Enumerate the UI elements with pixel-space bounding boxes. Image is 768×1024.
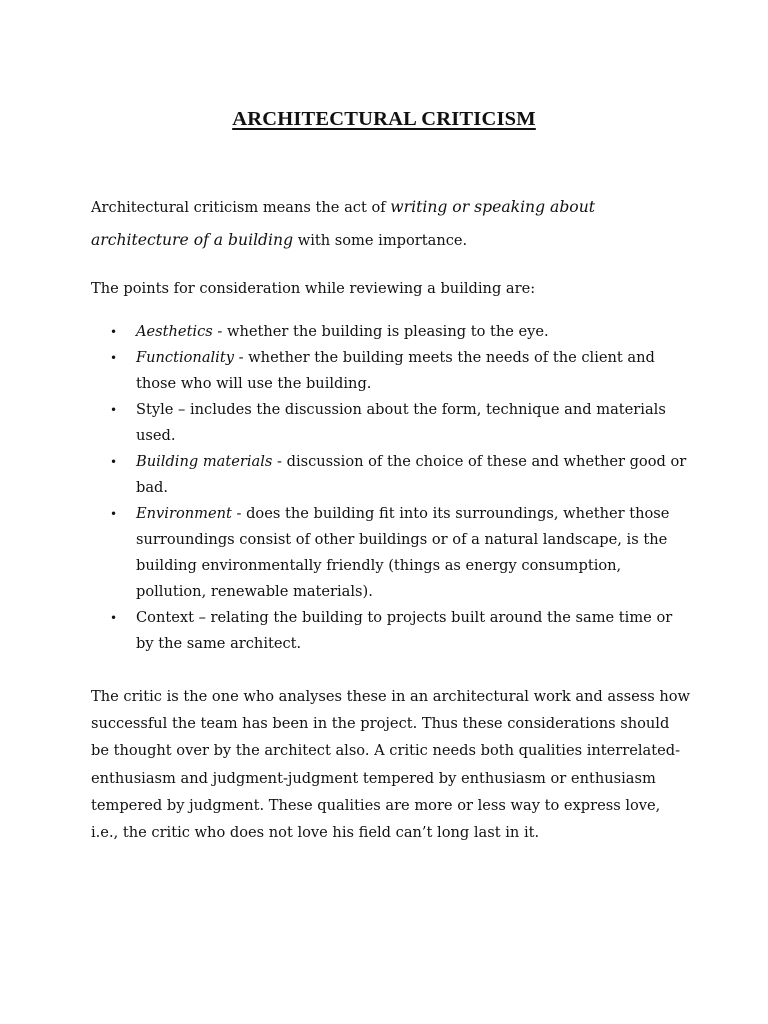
point-text: - does the building fit into its surroundings, whether those surroundings consist of other buildings or of a natural landscape, is the building environmentally friendly (things as energy consumption, pollution, renewable materials).	[136, 505, 670, 600]
intro-emphasis: writing or speaking about architecture of a building	[91, 198, 596, 249]
point-text: - whether the building meets the needs of the client and those who will use the building.	[136, 349, 655, 392]
list-item	[91, 605, 691, 657]
point-text: - whether the building is pleasing to the eye.	[212, 323, 549, 340]
point-text: Style – includes the discussion about the form, technique and materials used.	[136, 401, 666, 444]
point-term: Environment	[136, 505, 232, 522]
intro-paragraph	[91, 191, 691, 257]
point-term: Aesthetics	[136, 323, 213, 340]
list-item	[91, 345, 691, 397]
point-text: Context – relating the building to projects built around the same time or by the same architect.	[136, 609, 673, 652]
document-title: ARCHITECTURAL CRITICISM	[232, 108, 536, 130]
list-item	[91, 397, 691, 449]
list-item	[91, 319, 691, 345]
point-term: Building materials	[136, 453, 273, 470]
list-item	[91, 501, 691, 605]
closing-paragraph: The critic is the one who analyses these in an architectural work and assess how successful the team has been in the project. Thus these considerations should be thought over by the architect also. A critic needs both qualities interrelated- enthusiasm and judgment-judgment tempered by enthusiasm or enthusiasm tempered by judgment. These qualities are more or less way to express love, i.e., the critic who does not love his field can’t long last in it.	[91, 688, 691, 842]
point-term: Functionality	[136, 349, 234, 366]
points-heading: The points for consideration while reviewing a building are:	[91, 280, 536, 297]
points-list	[91, 319, 691, 657]
intro-text-before: Architectural criticism means the act of	[91, 199, 391, 216]
intro-text-after: with some importance.	[293, 232, 468, 249]
list-item	[91, 449, 691, 501]
point-text: - discussion of the choice of these and whether good or bad.	[136, 453, 687, 496]
